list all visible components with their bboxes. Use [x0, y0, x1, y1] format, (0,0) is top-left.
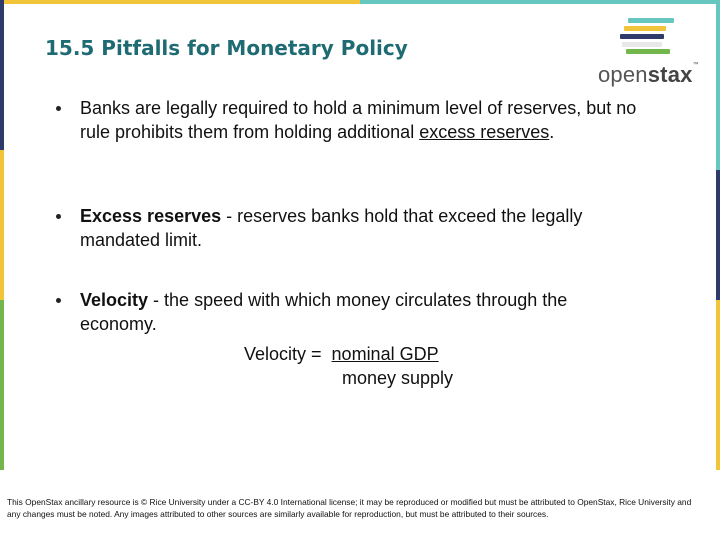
term-excess-reserves: Excess reserves — [80, 206, 222, 226]
book-stack-icon — [616, 16, 676, 54]
formula-numerator: nominal GDP — [331, 344, 439, 364]
border-top-left — [0, 0, 360, 4]
excess-reserves-link[interactable]: excess reserves — [419, 122, 550, 142]
openstax-logo — [596, 16, 700, 86]
border-right-middle — [716, 170, 720, 300]
border-left-bottom — [0, 300, 4, 470]
logo-bar — [628, 18, 674, 23]
bullet-dot-icon — [56, 214, 61, 219]
border-right-bottom — [716, 300, 720, 470]
logo-bar — [620, 34, 664, 39]
logo-bar — [624, 26, 666, 31]
logo-wordmark: openstax™ — [598, 62, 699, 87]
border-left-middle — [0, 150, 4, 300]
bullet-item: Velocity - the speed with which money circulates through the economy. — [56, 288, 646, 336]
term-velocity: Velocity — [80, 290, 149, 310]
license-footer: This OpenStax ancillary resource is © Rice University under a CC-BY 4.0 International license; it may be reproduced or modified but must be attributed to OpenStax, Rice University and any changes must be noted. Any images attributed to other sources are similarly available for reproduction, but must be attributed to their sources. — [7, 497, 692, 519]
bullet-item: Excess reserves - reserves banks hold that exceed the legally mandated limit. — [56, 204, 646, 252]
velocity-formula — [244, 342, 454, 388]
border-top-right — [360, 0, 720, 4]
bullet-item: Banks are legally required to hold a minimum level of reserves, but no rule prohibits them from holding additional excess reserves. — [56, 96, 646, 144]
border-left-top — [0, 0, 4, 150]
slide-title: 15.5 Pitfalls for Monetary Policy — [45, 36, 408, 60]
logo-bar — [622, 42, 662, 47]
logo-bar — [626, 49, 670, 54]
formula-denominator: money supply — [342, 368, 454, 388]
bullet-dot-icon — [56, 106, 61, 111]
formula-lhs: Velocity = — [244, 344, 322, 364]
border-right-top — [716, 0, 720, 170]
bullet-dot-icon — [56, 298, 61, 303]
